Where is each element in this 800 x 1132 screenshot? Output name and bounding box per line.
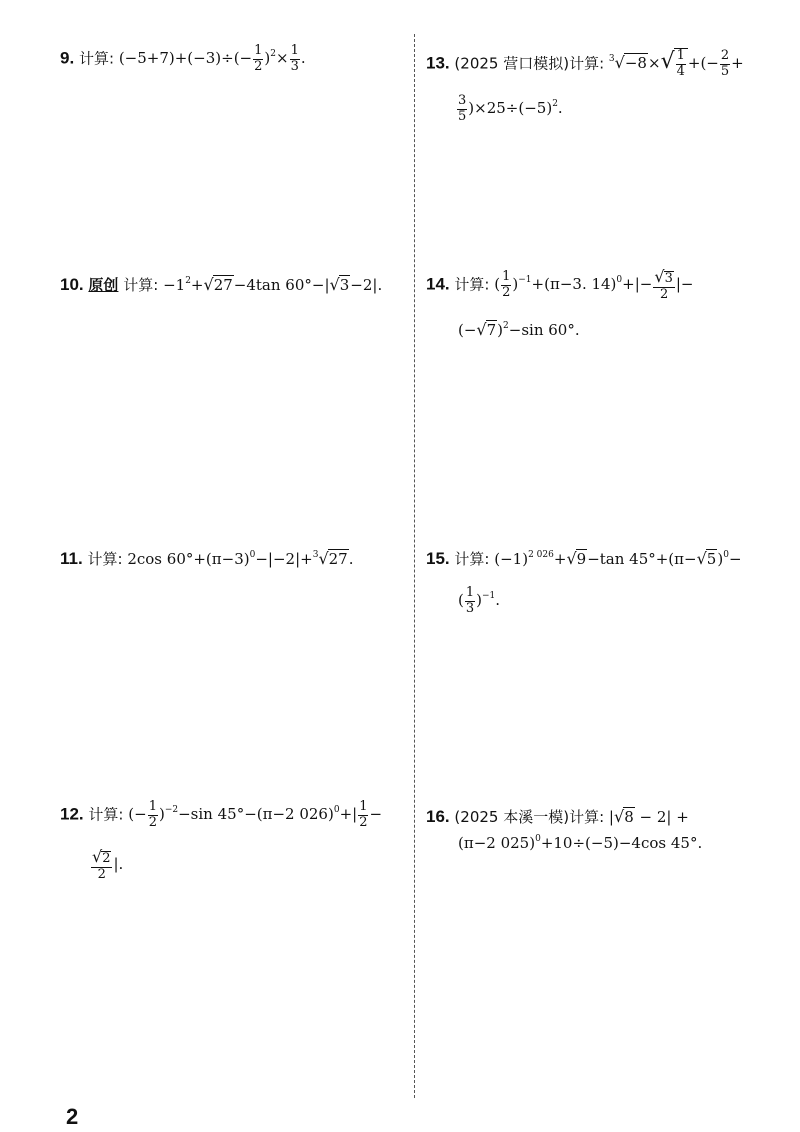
problem-number: 13. xyxy=(426,53,450,73)
problem-label: 计算: xyxy=(88,805,124,824)
problem-number: 9. xyxy=(60,48,75,68)
original-tag: 原创 xyxy=(88,276,119,294)
expression: $-1^2+√27-4\tan$ 60°−|√3−2|. xyxy=(163,275,383,294)
problem-16-cont xyxy=(458,834,702,852)
expression: (− $\frac{1}{2}$ )$^{-2}$−sin 45°−(π−2 026)$^0$+| $\frac{1}{2}$ − xyxy=(128,799,383,830)
column-divider xyxy=(414,34,415,1098)
problem-label: 计算: xyxy=(78,49,115,68)
source-note: (2025 营口模拟) xyxy=(454,54,570,73)
problem-label: 计算: xyxy=(569,54,605,73)
problem-16 xyxy=(426,806,689,827)
problem-number: 14. xyxy=(426,274,450,294)
expression: (π−2 025)$^0$+10÷(−5)−4cos 45°. xyxy=(458,834,703,852)
problem-label: 计算: xyxy=(123,276,159,294)
expression: (−5+7)+(−3)÷(− $\frac{1}{2}$ )$^2$× $\frac{1}{3}$ . xyxy=(118,43,306,74)
problem-15 xyxy=(426,548,742,569)
problem-10 xyxy=(60,274,382,295)
problem-number: 11. xyxy=(60,549,83,568)
problem-label: 计算: xyxy=(454,275,490,294)
expression: ( $\frac{1}{2}$ )$^{-1}$+(π−3. 14)$^0$+|− $\frac{√3}{2}$ |− xyxy=(494,267,694,302)
problem-13-cont xyxy=(456,94,563,125)
problem-label: 计算: xyxy=(87,550,123,568)
problem-12 xyxy=(60,800,382,831)
problem-number: 15. xyxy=(426,549,450,568)
page-number: 2 xyxy=(66,1104,79,1129)
problem-11 xyxy=(60,548,354,569)
problem-9 xyxy=(60,44,306,75)
expression: $\frac{√2}{2}$ |. xyxy=(92,847,124,882)
expression: $(-√7)^2-\sin$ 60°. xyxy=(458,320,580,339)
problem-14-cont xyxy=(458,320,580,339)
expression: $\frac{3}{5}$ )$\times 25\div(-5)^2$. xyxy=(458,93,563,124)
source-note: (2025 本溪一模) xyxy=(454,808,570,826)
expression: $^3$√−8×√ $\frac{1}{4}$ +(− $\frac{2}{5}$ + xyxy=(608,48,744,79)
problem-number: 10. xyxy=(60,275,84,294)
problem-number: 16. xyxy=(426,807,450,826)
problem-label: 计算: xyxy=(569,808,605,826)
expression: |√8 − 2| + xyxy=(608,807,689,826)
expression: ( $\frac{1}{3}$ )$^{-1}$. xyxy=(458,585,501,616)
expression: 2cos $60^\circ+(\pi-3)^0-|-2|+^3√27$. xyxy=(127,549,354,568)
expression: $(-1)^{2 026}+√9-\tan$ $45^\circ+(\pi-√5)^0-$ xyxy=(494,549,742,568)
problem-15-cont xyxy=(458,586,500,617)
problem-12-cont xyxy=(90,848,123,883)
problem-number: 12. xyxy=(60,804,84,824)
problem-13 xyxy=(426,48,744,80)
problem-14 xyxy=(426,268,693,303)
problem-label: 计算: xyxy=(454,550,490,568)
